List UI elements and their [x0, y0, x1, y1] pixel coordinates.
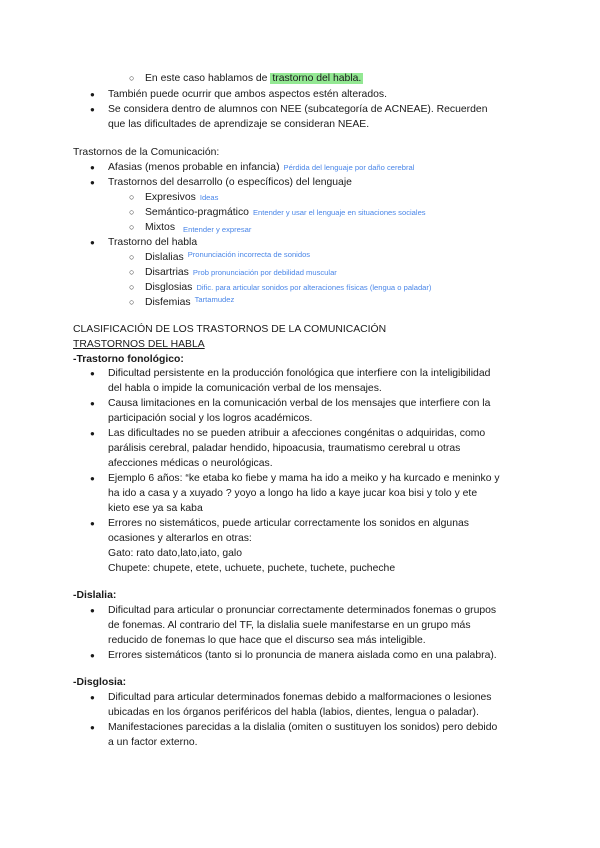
paragraph-line: kieto ese ya sa kaba — [108, 503, 203, 514]
paragraph-line: de fonemas. Al contrario del TF, la dislalia suele manifestarse en un grupo más — [108, 620, 471, 631]
sub-item: Mixtos Entender y expresar — [145, 222, 252, 234]
paragraph-line: Dificultad para articular determinados fonemas debido a malformaciones o lesiones — [108, 692, 492, 703]
bullet-icon: ● — [90, 723, 95, 732]
paragraph-line: Dificultad persistente en la producción fonológica que interfiere con la inteligibilidad — [108, 368, 491, 379]
intro-bullet: También puede ocurrir que ambos aspectos estén alterados. — [108, 89, 387, 100]
circle-bullet-icon: ○ — [129, 252, 135, 262]
paragraph-line: ubicadas en los órganos periféricos del habla (labios, dientes, lengua o paladar). — [108, 707, 479, 718]
section-title-fonologico: -Trastorno fonológico: — [73, 354, 184, 365]
sub-item: Dislalias $^{Pronunciación incorrecta de sonidos}$ — [145, 250, 311, 263]
bullet-icon: ● — [90, 105, 95, 114]
bullet-icon: ● — [90, 238, 95, 247]
list-item-afasias: Afasias (menos probable en infancia) Pérdida del lenguaje por daño cerebral — [108, 162, 415, 173]
margin-note: Pronunciación incorrecta de sonidos — [187, 250, 311, 259]
section-title-dislalia: -Dislalia: — [73, 590, 117, 601]
sub-item: Disglosias Dific. para articular sonidos por alteraciones físicas (lengua o paladar) — [145, 282, 432, 293]
bullet-icon: ● — [90, 606, 95, 615]
paragraph-line: Chupete: chupete, etete, uchuete, puchete, tuchete, pucheche — [108, 563, 396, 574]
section-title-disglosia: -Disglosia: — [73, 677, 127, 688]
circle-bullet-icon: ○ — [129, 192, 135, 202]
section-title: Trastornos de la Comunicación: — [73, 147, 220, 158]
paragraph-line: Dificultad para articular o pronunciar correctamente determinados fonemas o grupos — [108, 605, 497, 616]
circle-bullet-icon: ○ — [129, 282, 135, 292]
paragraph-line: Errores sistemáticos (tanto si lo pronuncia de manera aislada como en una palabra). — [108, 650, 497, 661]
paragraph-line: Ejemplo 6 años: “ke etaba ko fiebe y mama ha ido a meiko y ha kurcado e meninko y — [108, 473, 500, 484]
circle-bullet-icon: ○ — [129, 267, 135, 277]
margin-note: Pérdida del lenguaje por daño cerebral — [283, 163, 415, 172]
sub-item: Disfemias $^{Tartamudez}$ — [145, 295, 235, 308]
list-item-habla: Trastorno del habla — [108, 237, 198, 248]
paragraph-line: reducido de fonemas lo que hace que el discurso sea más inteligible. — [108, 635, 426, 646]
paragraph-line: Gato: rato dato,lato,iato, galo — [108, 548, 243, 559]
circle-bullet-icon: ○ — [129, 222, 135, 232]
sub-item: Expresivos Ideas — [145, 192, 219, 203]
paragraph-line: Errores no sistemáticos, puede articular correctamente los sonidos en algunas — [108, 518, 469, 529]
paragraph-line: a un factor externo. — [108, 737, 198, 748]
bullet-icon: ● — [90, 90, 95, 99]
margin-note: Ideas — [199, 193, 219, 202]
bullet-icon: ● — [90, 693, 95, 702]
paragraph-line: ocasiones y alterarlos en otras: — [108, 533, 252, 544]
margin-note: Dific. para articular sonidos por alteraciones físicas (lengua o paladar) — [196, 283, 432, 292]
bullet-icon: ● — [90, 519, 95, 528]
circle-bullet-icon: ○ — [129, 73, 135, 83]
bullet-icon: ● — [90, 369, 95, 378]
paragraph-line: del habla o impide la comunicación verbal de los mensajes. — [108, 383, 382, 394]
margin-note: Prob pronunciación por debilidad muscular — [192, 268, 337, 277]
margin-note: Tartamudez — [194, 295, 235, 304]
bullet-icon: ● — [90, 429, 95, 438]
margin-note: Entender y expresar — [183, 225, 252, 234]
paragraph-line: Manifestaciones parecidas a la dislalia (omiten o sustituyen los sonidos) pero debido — [108, 722, 498, 733]
heading: CLASIFICACIÓN DE LOS TRASTORNOS DE LA COMUNICACIÓN — [73, 324, 387, 335]
bullet-icon: ● — [90, 178, 95, 187]
bullet-icon: ● — [90, 399, 95, 408]
sub-item: Semántico-pragmático Entender y usar el lenguaje en situaciones sociales — [145, 207, 426, 218]
highlighted-text: trastorno del habla. — [272, 73, 362, 84]
intro-bullet: Se considera dentro de alumnos con NEE (subcategoría de ACNEAE). Recuerden — [108, 104, 488, 115]
paragraph-line: participación social y los logros académicos. — [108, 413, 313, 424]
list-item-desarrollo: Trastornos del desarrollo (o específicos) del lenguaje — [108, 177, 352, 188]
bullet-icon: ● — [90, 474, 95, 483]
sub-item: Disartrias Prob pronunciación por debilidad muscular — [145, 267, 337, 278]
intro-sub-item: En este caso hablamos de trastorno del habla. — [145, 73, 362, 84]
bullet-icon: ● — [90, 163, 95, 172]
paragraph-line: afecciones médicas o neurológicas. — [108, 458, 273, 469]
paragraph-line: Causa limitaciones en la comunicación verbal de los mensajes que interfiere con la — [108, 398, 491, 409]
subheading: TRASTORNOS DEL HABLA — [73, 339, 205, 350]
bullet-icon: ● — [90, 651, 95, 660]
paragraph-line: parálisis cerebral, paladar hendido, hipoacusia, traumatismo cerebral u otras — [108, 443, 461, 454]
circle-bullet-icon: ○ — [129, 207, 135, 217]
paragraph-line: ha ido a casa y a xuyado ? yoyo a longo ha lido a kaye jucar koa bisi y tolo y ete — [108, 488, 478, 499]
paragraph-line: Las dificultades no se pueden atribuir a afecciones congénitas o adquiridas, como — [108, 428, 486, 439]
margin-note: Entender y usar el lenguaje en situaciones sociales — [252, 208, 426, 217]
intro-bullet-cont: que las dificultades de aprendizaje se consideran NEAE. — [108, 119, 370, 130]
circle-bullet-icon: ○ — [129, 297, 135, 307]
